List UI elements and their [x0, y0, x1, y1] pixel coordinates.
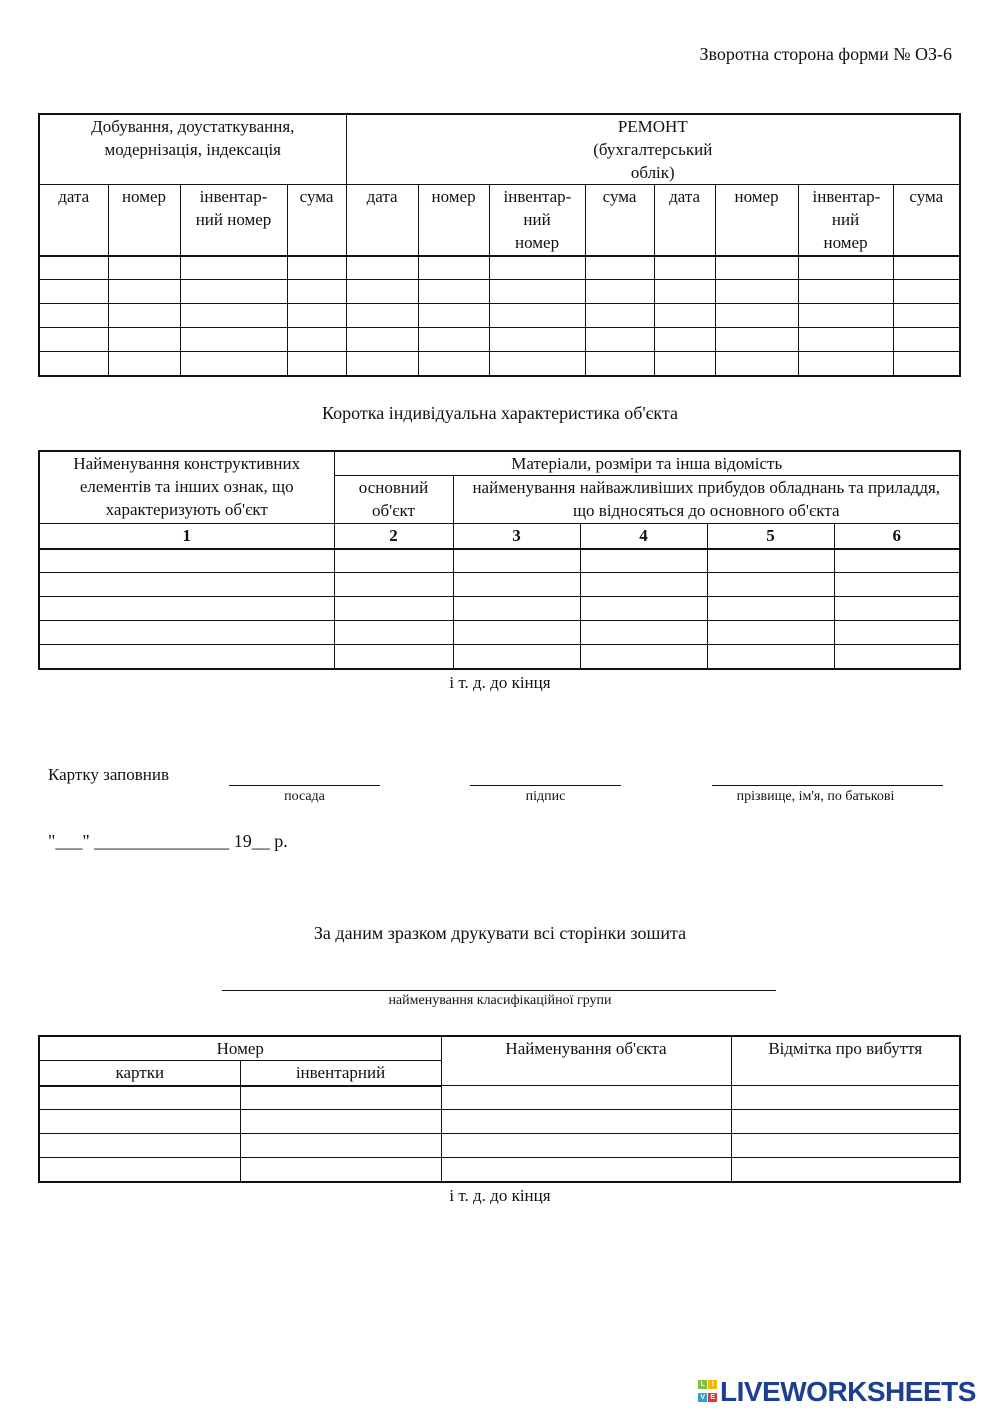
form-header: Зворотна сторона форми № ОЗ-6 [699, 44, 952, 64]
print-note: За даним зразком друкувати всі сторінки зошита [313, 923, 687, 943]
table-cell[interactable] [715, 256, 798, 280]
table-row [39, 1134, 960, 1158]
column-header: дата [654, 185, 715, 256]
table-cell[interactable] [489, 328, 585, 352]
column-header: номер [715, 185, 798, 256]
table-cell[interactable] [834, 573, 960, 597]
caption: посада [284, 789, 325, 804]
table-cell[interactable] [580, 573, 707, 597]
upgrade-repair-table [38, 113, 961, 377]
column-number: 2 [334, 524, 453, 549]
table-cell[interactable] [39, 573, 334, 597]
table-cell[interactable] [585, 256, 654, 280]
signature-line[interactable] [470, 785, 621, 786]
col-main-object: основний об'єкт [334, 476, 453, 524]
table-cell[interactable] [489, 352, 585, 376]
table-cell[interactable] [287, 280, 346, 304]
table-cell[interactable] [453, 549, 580, 573]
table-cell[interactable] [580, 645, 707, 669]
characteristics-table [38, 450, 961, 670]
table-cell[interactable] [580, 621, 707, 645]
column-number: 3 [453, 524, 580, 549]
fullname-line[interactable] [712, 785, 943, 786]
column-header: сума [585, 185, 654, 256]
table-cell[interactable] [39, 1086, 240, 1110]
table-cell[interactable] [453, 645, 580, 669]
table-cell[interactable] [654, 328, 715, 352]
table-row [39, 573, 960, 597]
table-cell[interactable] [39, 304, 108, 328]
table-cell[interactable] [489, 256, 585, 280]
table-cell[interactable] [585, 328, 654, 352]
table-cell[interactable] [240, 1158, 441, 1182]
table-cell[interactable] [418, 328, 489, 352]
table-cell[interactable] [585, 304, 654, 328]
table-cell[interactable] [346, 280, 418, 304]
table-cell[interactable] [180, 328, 287, 352]
column-number: 5 [707, 524, 834, 549]
column-header: номер [418, 185, 489, 256]
filled-by-label: Картку заповнив [48, 765, 170, 784]
table-cell[interactable] [240, 1086, 441, 1110]
table-cell[interactable] [39, 549, 334, 573]
table-cell[interactable] [731, 1110, 960, 1134]
table-cell[interactable] [798, 328, 893, 352]
table-cell[interactable] [180, 256, 287, 280]
table-cell[interactable] [731, 1134, 960, 1158]
col-elements: Найменування конструктивних елементів та інших ознак, що характеризують об'єкт [39, 451, 334, 524]
column-header: інвентар-ний номер [489, 185, 585, 256]
table-cell[interactable] [108, 256, 180, 280]
table-cell[interactable] [180, 304, 287, 328]
column-header: дата [346, 185, 418, 256]
group-upgrade: Добування, доустаткування, модернізація, індексація [39, 114, 346, 185]
etc-note: і т. д. до кінця [449, 1186, 551, 1205]
table-cell[interactable] [346, 352, 418, 376]
table-row [39, 1110, 960, 1134]
table-cell[interactable] [893, 352, 960, 376]
table-cell[interactable] [798, 304, 893, 328]
table-cell[interactable] [893, 304, 960, 328]
caption: підпис [525, 789, 566, 804]
table-cell[interactable] [39, 352, 108, 376]
col-object-name: Найменування об'єкта [441, 1036, 731, 1086]
position-line[interactable] [229, 785, 380, 786]
column-header: інвентар-ний номер [798, 185, 893, 256]
liveworksheets-logo: L IV E LIVEWORKSHEETS [698, 1376, 976, 1408]
table-cell[interactable] [334, 621, 453, 645]
col-inventory: інвентарний [240, 1061, 441, 1086]
table-cell[interactable] [39, 597, 334, 621]
column-number: 4 [580, 524, 707, 549]
table-cell[interactable] [346, 328, 418, 352]
table-row [39, 328, 960, 352]
table-cell[interactable] [834, 645, 960, 669]
table-cell[interactable] [240, 1110, 441, 1134]
table-cell[interactable] [334, 573, 453, 597]
table-cell[interactable] [585, 352, 654, 376]
table-cell[interactable] [108, 280, 180, 304]
table-cell[interactable] [418, 304, 489, 328]
table-cell[interactable] [287, 256, 346, 280]
table-cell[interactable] [798, 256, 893, 280]
caption: прізвище, ім'я, по батькові [736, 789, 895, 804]
table-cell[interactable] [108, 304, 180, 328]
table-cell[interactable] [108, 352, 180, 376]
col-number: Номер [39, 1036, 441, 1061]
table-row [39, 256, 960, 280]
table-cell[interactable] [715, 280, 798, 304]
table-cell[interactable] [441, 1086, 731, 1110]
col-disposal: Відмітка про вибуття [731, 1036, 960, 1086]
table-cell[interactable] [441, 1134, 731, 1158]
table-cell[interactable] [418, 280, 489, 304]
table-cell[interactable] [39, 328, 108, 352]
table-cell[interactable] [585, 280, 654, 304]
table-row [39, 1086, 960, 1110]
table-cell[interactable] [39, 256, 108, 280]
table-cell[interactable] [707, 597, 834, 621]
table-cell[interactable] [654, 256, 715, 280]
table-row [39, 304, 960, 328]
table-cell[interactable] [346, 304, 418, 328]
section-title: Коротка індивідуальна характеристика об'єкта [322, 403, 678, 423]
table-cell[interactable] [39, 645, 334, 669]
table-cell[interactable] [334, 597, 453, 621]
group-name-line[interactable] [222, 990, 776, 991]
table-cell[interactable] [287, 304, 346, 328]
table-cell[interactable] [798, 352, 893, 376]
objects-table [38, 1035, 961, 1183]
table-cell[interactable] [453, 573, 580, 597]
table-cell[interactable] [707, 621, 834, 645]
table-row [39, 352, 960, 376]
table-cell[interactable] [893, 328, 960, 352]
column-header: сума [287, 185, 346, 256]
table-cell[interactable] [834, 549, 960, 573]
date-line[interactable]: "___" _______________ 19__ р. [48, 831, 288, 851]
column-number: 1 [39, 524, 334, 549]
table-row [39, 597, 960, 621]
table-cell[interactable] [489, 280, 585, 304]
etc-note: і т. д. до кінця [449, 673, 551, 692]
table-row [39, 549, 960, 573]
table-row [39, 621, 960, 645]
table-cell[interactable] [418, 352, 489, 376]
table-cell[interactable] [287, 352, 346, 376]
column-header: сума [893, 185, 960, 256]
table-cell[interactable] [715, 352, 798, 376]
table-cell[interactable] [180, 280, 287, 304]
table-row [39, 280, 960, 304]
table-cell[interactable] [39, 1158, 240, 1182]
table-cell[interactable] [441, 1110, 731, 1134]
column-header: номер [108, 185, 180, 256]
table-cell[interactable] [580, 597, 707, 621]
table-cell[interactable] [834, 597, 960, 621]
table-cell[interactable] [715, 328, 798, 352]
table-cell[interactable] [489, 304, 585, 328]
group-caption: найменування класифікаційної групи [388, 993, 612, 1008]
table-cell[interactable] [39, 1110, 240, 1134]
col-card: картки [39, 1061, 240, 1086]
table-cell[interactable] [654, 352, 715, 376]
group-materials: Матеріали, розміри та інша відомість [334, 451, 960, 476]
table-cell[interactable] [453, 621, 580, 645]
table-cell[interactable] [334, 645, 453, 669]
table-cell[interactable] [731, 1158, 960, 1182]
col-attachments: найменування найважливіших прибудов обладнань та приладдя, що відносяться до основного об'єкта [453, 476, 960, 524]
table-row [39, 645, 960, 669]
table-row [39, 1158, 960, 1182]
table-cell[interactable] [798, 280, 893, 304]
table-cell[interactable] [418, 256, 489, 280]
table-cell[interactable] [707, 645, 834, 669]
table-cell[interactable] [834, 621, 960, 645]
table-cell[interactable] [654, 304, 715, 328]
group-repair: РЕМОНТ (бухгалтерський облік) [346, 114, 960, 185]
column-header: інвентар-ний номер [180, 185, 287, 256]
table-cell[interactable] [580, 549, 707, 573]
table-cell[interactable] [334, 549, 453, 573]
table-cell[interactable] [240, 1134, 441, 1158]
table-cell[interactable] [453, 597, 580, 621]
column-header: дата [39, 185, 108, 256]
table-cell[interactable] [654, 280, 715, 304]
table-cell[interactable] [731, 1086, 960, 1110]
table-cell[interactable] [108, 328, 180, 352]
table-cell[interactable] [287, 328, 346, 352]
table-cell[interactable] [707, 573, 834, 597]
table-cell[interactable] [39, 1134, 240, 1158]
table-cell[interactable] [441, 1158, 731, 1182]
table-cell[interactable] [715, 304, 798, 328]
table-cell[interactable] [893, 280, 960, 304]
table-cell[interactable] [39, 621, 334, 645]
table-cell[interactable] [39, 280, 108, 304]
column-number: 6 [834, 524, 960, 549]
table-cell[interactable] [707, 549, 834, 573]
table-cell[interactable] [893, 256, 960, 280]
table-cell[interactable] [180, 352, 287, 376]
table-cell[interactable] [346, 256, 418, 280]
